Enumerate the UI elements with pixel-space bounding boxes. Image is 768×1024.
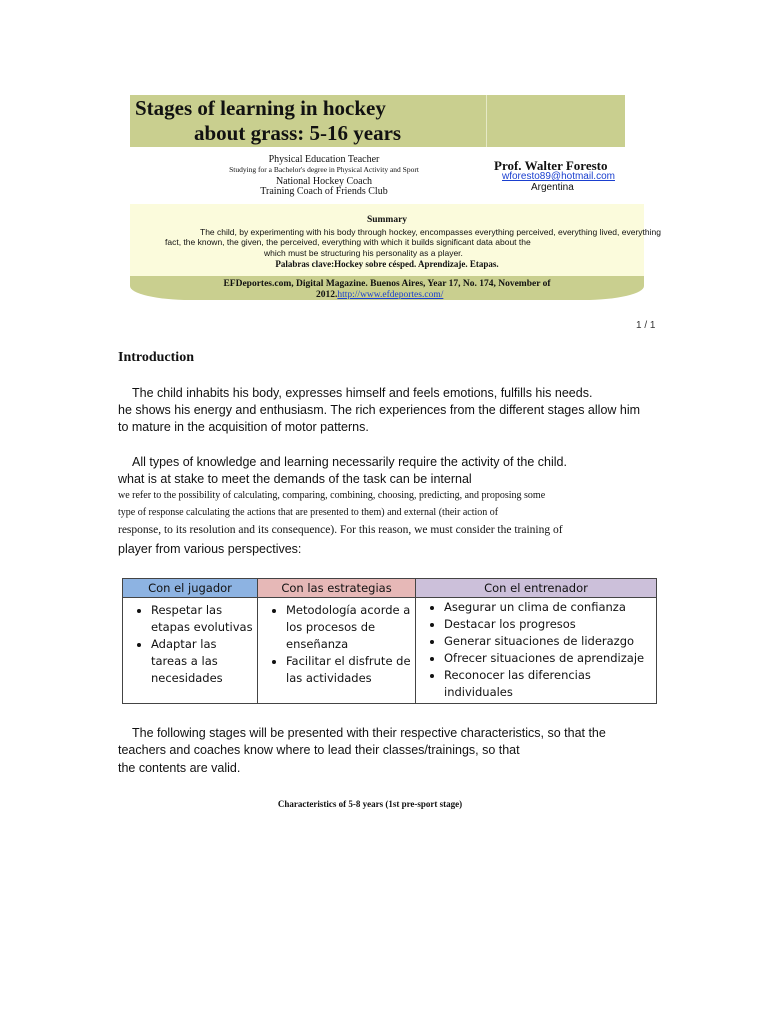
article-title-line2: about grass: 5-16 years (194, 121, 402, 145)
paragraph-line: All types of knowledge and learning necessarily require the activity of the child. (132, 455, 567, 469)
summary-title: Summary (366, 215, 408, 225)
paragraph-line: player from various perspectives: (118, 542, 302, 556)
paragraph-line: The child inhabits his body, expresses himself and feels emotions, fulfills his needs. (132, 386, 593, 400)
table-header: Con las estrategias (258, 579, 416, 598)
paragraph-line: what is at stake to meet the demands of the task can be internal (118, 472, 472, 486)
author-email-link[interactable]: wforesto89@hotmail.com (502, 171, 615, 182)
table-cell-strategies (258, 598, 416, 704)
paragraph-line: we refer to the possibility of calculating, comparing, combining, choosing, predicting, and proposing some (118, 490, 546, 501)
paragraph-line: teachers and coaches know where to lead their classes/trainings, so that (118, 743, 520, 757)
paragraph-line: the contents are valid. (118, 761, 241, 775)
keywords: Palabras clave:Hockey sobre césped. Aprendizaje. Etapas. (275, 259, 499, 269)
paragraph-line: he shows his energy and enthusiasm. The rich experiences from the different stages allow him (118, 403, 641, 417)
list-item: • Metodología acorde a los procesos de enseñanza (286, 602, 411, 653)
table-header: Con el entrenador (416, 579, 657, 598)
author-name: Prof. Walter Foresto (494, 158, 608, 173)
list-item: • Facilitar el disfrute de las actividades (286, 653, 411, 687)
paragraph-line: type of response calculating the actions that are presented to them) and external (their action of (118, 507, 499, 518)
list-item: • Ofrecer situaciones de aprendizaje (444, 650, 652, 667)
summary-line: The child, by experimenting with his body through hockey, encompasses everything perceived, everything lived, everything (200, 227, 661, 237)
article-title-line1: Stages of learning in hockey (135, 96, 386, 120)
list-item: • Destacar los progresos (444, 616, 652, 633)
citation-year: 2012. (316, 290, 338, 300)
magazine-citation-line2 (316, 290, 443, 300)
list-item: • Reconocer las diferencias individuales (444, 667, 652, 701)
section-heading: Introduction (118, 350, 194, 365)
affiliation-line: Training Coach of Friends Club (260, 186, 388, 197)
magazine-link[interactable]: http://www.efdeportes.com/ (337, 290, 444, 300)
list-item: • Asegurar un clima de confianza (444, 599, 652, 616)
table-cell-player (123, 598, 258, 704)
page-number: 1 / 1 (636, 320, 656, 331)
author-country: Argentina (531, 182, 574, 193)
list-item: • Respetar las etapas evolutivas (151, 602, 253, 636)
paragraph-line: response, to its resolution and its consequence). For this reason, we must consider the training of (118, 524, 563, 536)
affiliation-line: Physical Education Teacher (268, 154, 380, 165)
summary-line: fact, the known, the given, the perceived, everything with which it builds significant data about the (165, 237, 531, 247)
summary-line: which must be structuring his personality as a player. (264, 248, 463, 258)
list-item: • Generar situaciones de liderazgo (444, 633, 652, 650)
affiliation-line: National Hockey Coach (275, 176, 373, 187)
section-caption: Characteristics of 5-8 years (1st pre-sport stage) (277, 799, 463, 809)
table-header: Con el jugador (123, 579, 258, 598)
table-cell-coach (416, 598, 657, 704)
paragraph-line: The following stages will be presented with their respective characteristics, so that the (132, 726, 606, 740)
affiliation-line: Studying for a Bachelor's degree in Physical Activity and Sport (229, 165, 419, 174)
list-item: • Adaptar las tareas a las necesidades (151, 636, 253, 687)
perspectives-table (122, 578, 657, 704)
paragraph-line: to mature in the acquisition of motor patterns. (118, 420, 369, 434)
magazine-citation: EFDeportes.com, Digital Magazine. Buenos Aires, Year 17, No. 174, November of (223, 279, 551, 289)
